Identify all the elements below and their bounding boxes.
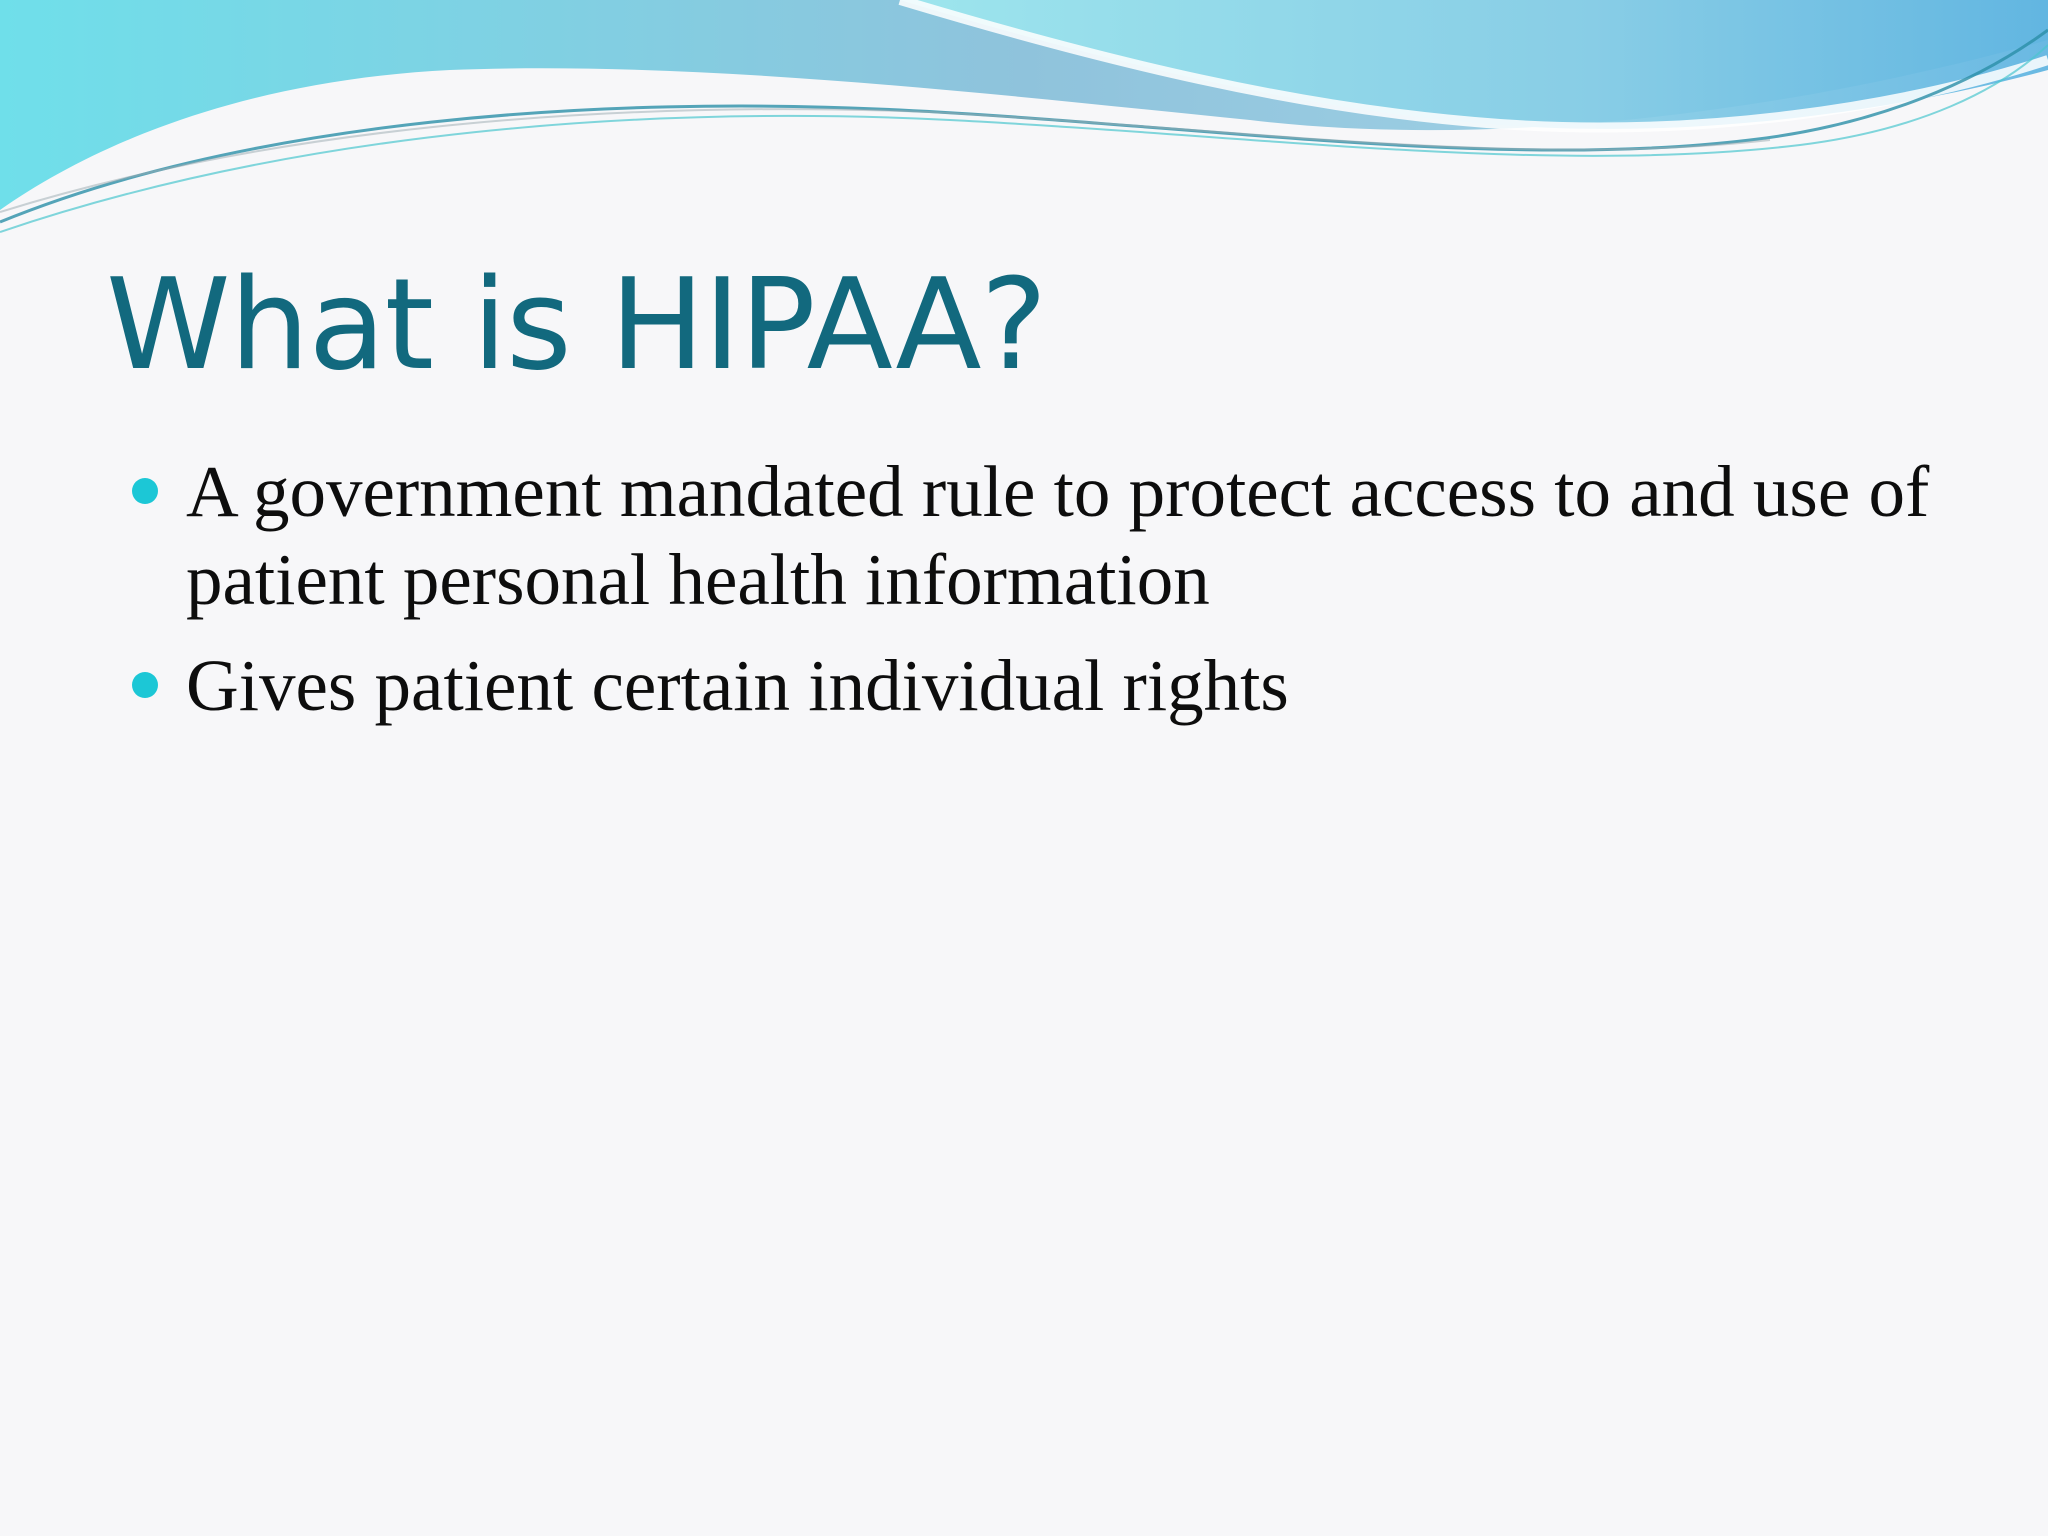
header-wave-decoration	[0, 0, 2048, 240]
bullet-dot-icon	[132, 478, 158, 504]
bullet-text: A government mandated rule to protect access to and use of patient personal health information	[186, 451, 1930, 620]
bullet-item	[130, 448, 2010, 624]
bullet-item	[130, 642, 2010, 730]
bullet-dot-icon	[132, 672, 158, 698]
slide-title: What is HIPAA?	[106, 251, 1047, 398]
bullet-text: Gives patient certain individual rights	[186, 645, 1289, 726]
bullet-list	[130, 448, 2010, 748]
